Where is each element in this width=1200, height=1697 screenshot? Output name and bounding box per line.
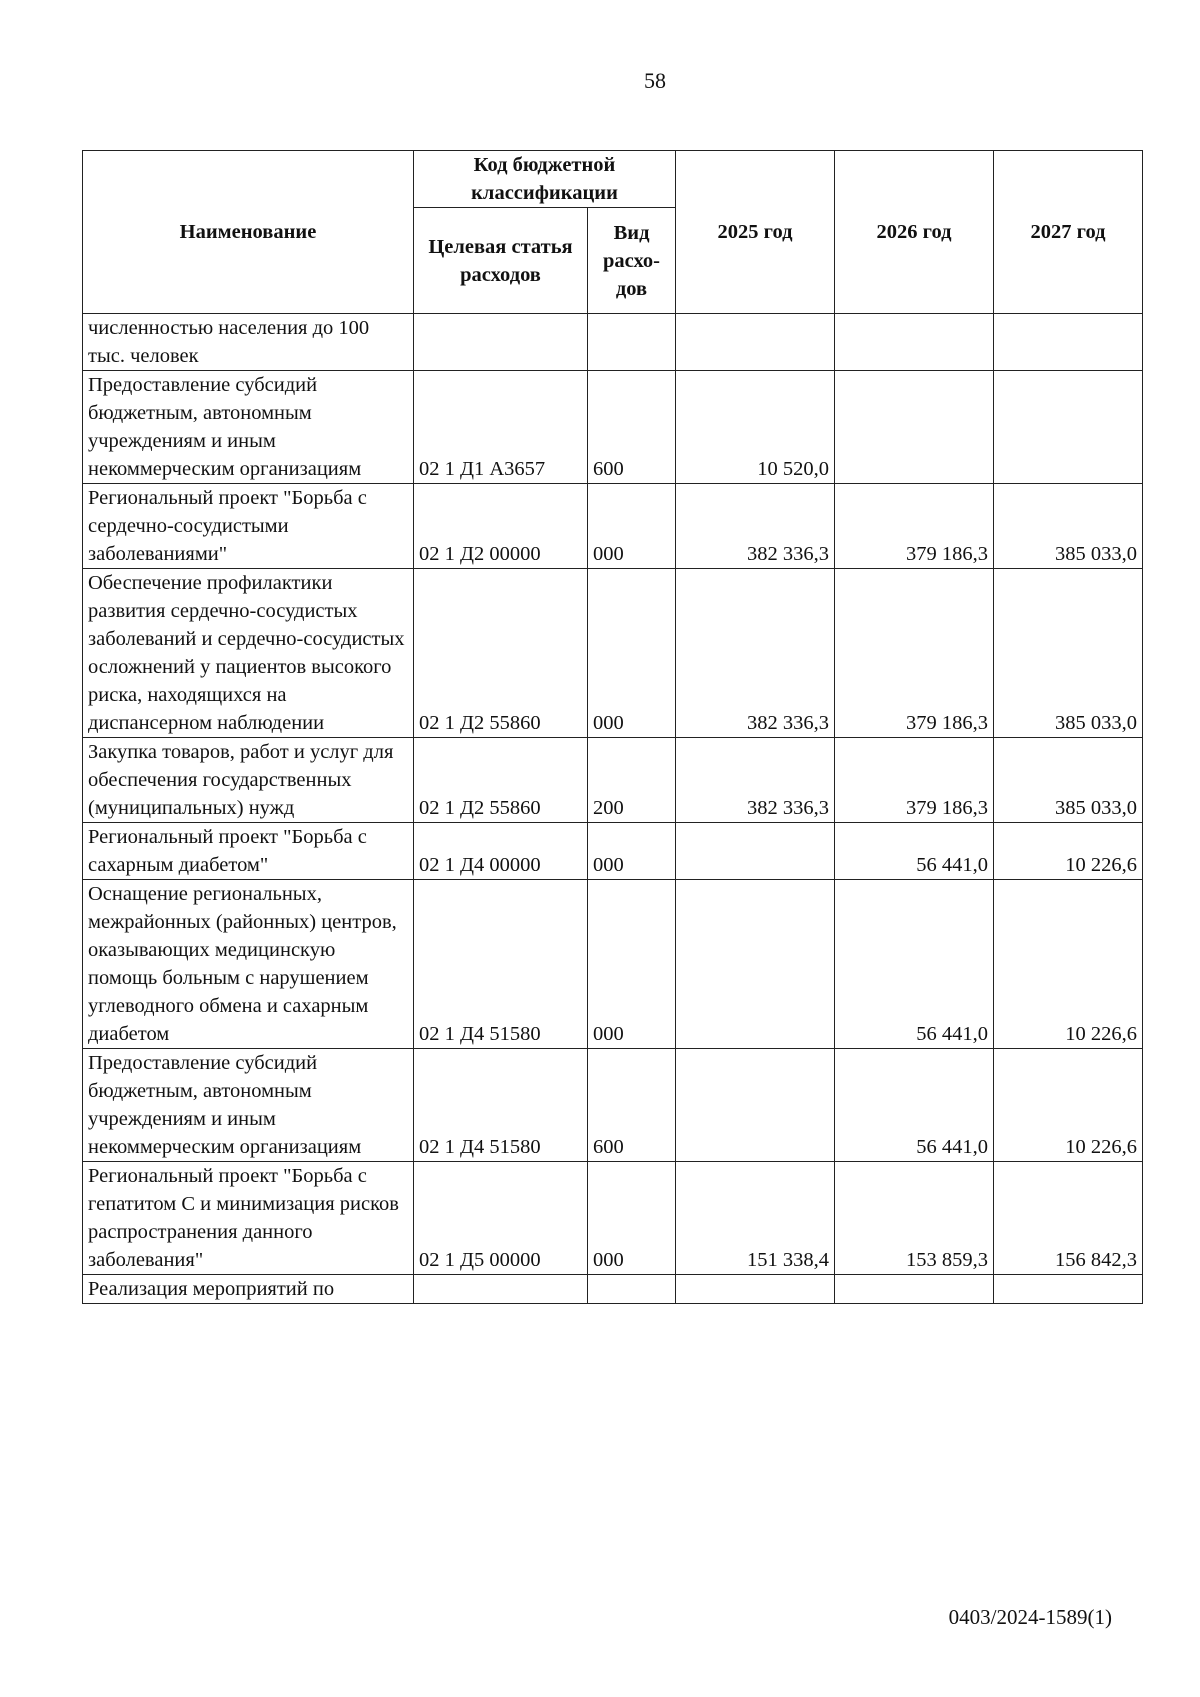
row-value-2025: 382 336,3 [676,569,835,738]
row-value-2025 [676,314,835,371]
row-expense-type: 600 [588,371,676,484]
row-value-2025: 382 336,3 [676,484,835,569]
table-row [83,1049,1143,1162]
table-header [83,151,1143,314]
row-value-2027: 156 842,3 [994,1162,1143,1275]
table-row [83,823,1143,880]
row-target-article: 02 1 Д2 00000 [414,484,588,569]
header-name: Наименование [83,151,414,314]
table-row [83,371,1143,484]
budget-table [82,150,1143,1304]
header-year-2027: 2027 год [994,151,1143,314]
header-budget-code: Код бюджетной классификации [414,151,676,208]
header-year-2026: 2026 год [835,151,994,314]
table-row [83,880,1143,1049]
row-value-2025 [676,1275,835,1304]
row-target-article [414,1275,588,1304]
row-expense-type [588,1275,676,1304]
row-value-2025: 382 336,3 [676,738,835,823]
row-value-2027 [994,314,1143,371]
table-row [83,1275,1143,1304]
row-value-2025 [676,880,835,1049]
row-expense-type: 000 [588,569,676,738]
row-value-2027: 385 033,0 [994,569,1143,738]
row-target-article: 02 1 Д4 51580 [414,880,588,1049]
header-target-article: Целевая статья расходов [414,208,588,314]
row-name: Обеспечение профилактики развития сердечно-сосудистых заболеваний и сердечно-сосудистых осложнений у пациентов высокого риска, находящихся на диспансерном наблюдении [83,569,414,738]
row-value-2025 [676,823,835,880]
row-value-2026: 153 859,3 [835,1162,994,1275]
table-row [83,738,1143,823]
row-target-article: 02 1 Д4 00000 [414,823,588,880]
row-name: Предоставление субсидий бюджетным, автономным учреждениям и иным некоммерческим организациям [83,1049,414,1162]
row-target-article: 02 1 Д1 А3657 [414,371,588,484]
row-expense-type: 000 [588,484,676,569]
row-value-2026 [835,314,994,371]
document-code: 0403/2024-1589(1) [948,1605,1112,1629]
row-expense-type: 000 [588,823,676,880]
row-value-2027: 10 226,6 [994,880,1143,1049]
row-value-2026 [835,371,994,484]
row-name: Закупка товаров, работ и услуг для обеспечения государственных (муниципальных) нужд [83,738,414,823]
row-name: Региональный проект "Борьба с гепатитом С и минимизация рисков распространения данного заболевания" [83,1162,414,1275]
row-value-2027: 385 033,0 [994,484,1143,569]
row-expense-type: 000 [588,1162,676,1275]
row-value-2026: 379 186,3 [835,569,994,738]
row-value-2027 [994,1275,1143,1304]
header-expense-type: Вид расхо-дов [588,208,676,314]
table-row [83,484,1143,569]
row-value-2026 [835,1275,994,1304]
row-value-2027: 10 226,6 [994,1049,1143,1162]
row-expense-type: 600 [588,1049,676,1162]
row-value-2026: 379 186,3 [835,484,994,569]
row-value-2027 [994,371,1143,484]
row-name: численностью населения до 100 тыс. человек [83,314,414,371]
row-value-2025 [676,1049,835,1162]
row-expense-type [588,314,676,371]
row-value-2025: 151 338,4 [676,1162,835,1275]
row-expense-type: 000 [588,880,676,1049]
row-name: Региональный проект "Борьба с сахарным диабетом" [83,823,414,880]
row-value-2027: 10 226,6 [994,823,1143,880]
row-value-2026: 379 186,3 [835,738,994,823]
row-target-article: 02 1 Д2 55860 [414,569,588,738]
row-target-article [414,314,588,371]
row-expense-type: 200 [588,738,676,823]
row-value-2025: 10 520,0 [676,371,835,484]
row-target-article: 02 1 Д4 51580 [414,1049,588,1162]
row-value-2026: 56 441,0 [835,880,994,1049]
header-year-2025: 2025 год [676,151,835,314]
row-name: Предоставление субсидий бюджетным, автономным учреждениям и иным некоммерческим организациям [83,371,414,484]
table-row [83,1162,1143,1275]
row-value-2026: 56 441,0 [835,1049,994,1162]
table-row [83,314,1143,371]
table-body [83,314,1143,1304]
page-number: 58 [644,68,666,93]
row-target-article: 02 1 Д2 55860 [414,738,588,823]
row-name: Региональный проект "Борьба с сердечно-сосудистыми заболеваниями" [83,484,414,569]
table-row [83,569,1143,738]
row-name: Реализация мероприятий по [83,1275,414,1304]
row-target-article: 02 1 Д5 00000 [414,1162,588,1275]
row-value-2027: 385 033,0 [994,738,1143,823]
row-value-2026: 56 441,0 [835,823,994,880]
row-name: Оснащение региональных, межрайонных (районных) центров, оказывающих медицинскую помощь больным с нарушением углеводного обмена и сахарным диабетом [83,880,414,1049]
